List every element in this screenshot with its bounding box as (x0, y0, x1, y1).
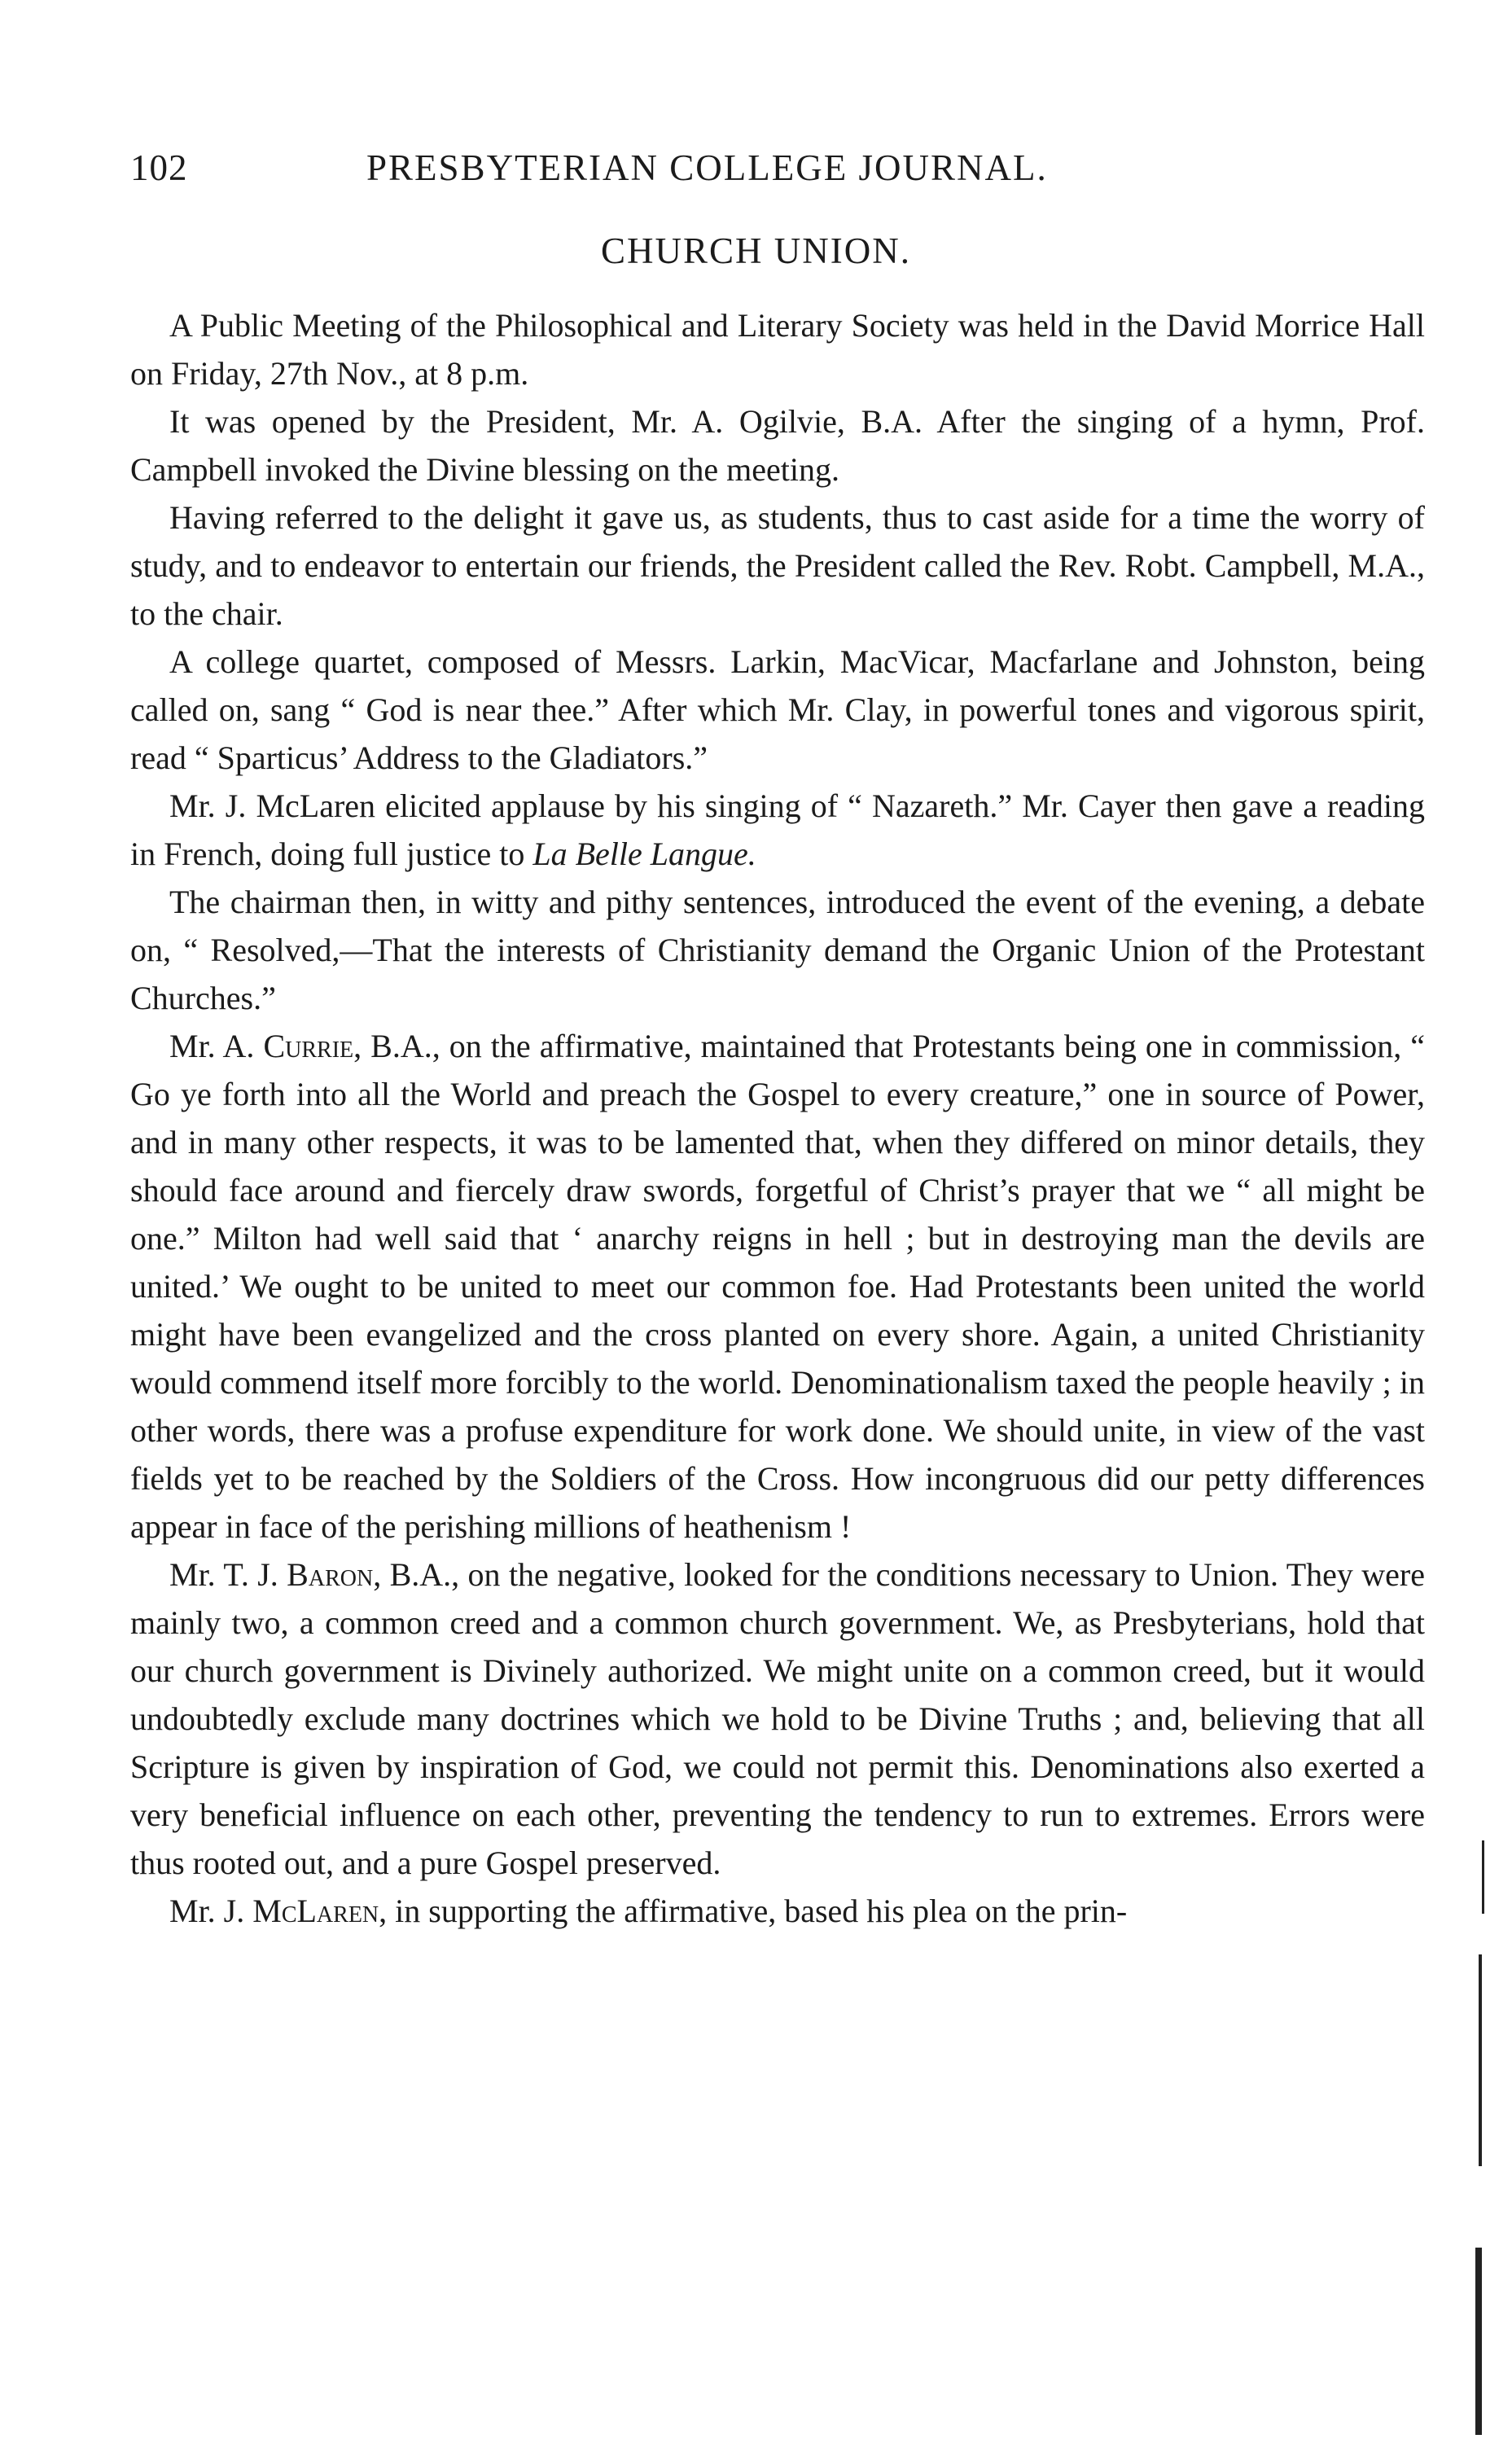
journal-title: PRESBYTERIAN COLLEGE JOURNAL. (366, 147, 1048, 188)
paragraph-currie-affirmative (130, 1022, 1425, 1551)
paragraph-mclaren-singing-text: Mr. J. McLaren elicited applause by his singing of “ Nazareth.” Mr. Cayer then gave a reading in French, doing full justice to (130, 787, 1425, 872)
article-body (130, 301, 1425, 1935)
page-number: 102 (130, 147, 188, 188)
paragraph-chair: Having referred to the delight it gave us, as students, thus to cast aside for a time the worry of study, and to endeavor to entertain our friends, the President called the Rev. Robt. Campbell, M.A., to the chair. (130, 499, 1425, 632)
speaker-name: Baron (287, 1556, 374, 1593)
paragraph-meeting-announcement: A Public Meeting of the Philosophical and Literary Society was held in the David Morrice Hall on Friday, 27th Nov., at 8 p.m. (130, 307, 1425, 392)
speaker-name: Currie (263, 1028, 354, 1064)
italic-phrase: La Belle Langue. (532, 836, 756, 872)
speaker-prefix: Mr. A. (169, 1028, 264, 1064)
paragraph-baron-text: , B.A., on the negative, looked for the conditions necessary to Union. They were mainly two, a common creed and a common church government. We, as Presbyterians, hold that our church government is Divinely authorized. We might unite on a common creed, but it would undoubtedly exclude many doctrines which we hold to be Divine Truths ; and, believing that all Scripture is given by inspiration of God, we could not permit this. Denominations also exerted a very beneficial influence on each other, preventing the tendency to run to extremes. Errors were thus rooted out, and a pure Gospel preserved. (130, 1556, 1425, 1881)
speaker-name: McLaren (252, 1893, 379, 1929)
speaker-prefix: Mr. J. (169, 1893, 253, 1929)
paragraph-opening: It was opened by the President, Mr. A. Ogilvie, B.A. After the singing of a hymn, Prof. Campbell invoked the Divine blessing on the meeting. (130, 403, 1425, 488)
scan-edge-mark (1479, 1954, 1482, 2166)
scan-edge-mark (1482, 1840, 1484, 1914)
speaker-prefix: Mr. T. J. (169, 1556, 287, 1593)
paragraph-mclaren-singing (130, 782, 1425, 878)
paragraph-currie-text: , B.A., on the affirmative, maintained that Protestants being one in commission, “ Go ye forth into all the World and preach the Gospel to every creature,” one in source of Power, and in many other respects, it was to be lamented that, when they differed on minor details, they should face around and fiercely draw swords, forgetful of Christ’s prayer that we “ all might be one.” Milton had well said that ‘ anarchy reigns in hell ; but in destroying man the devils are united.’ We ought to be united to meet our common foe. Had Protestants been united the world might have been evangelized and the cross planted on every shore. Again, a united Christianity would commend itself more forcibly to the world. Denominationalism taxed the people heavily ; in other words, there was a profuse expenditure for work done. We should unite, in view of the vast fields yet to be reached by the Soldiers of the Cross. How incongruous did our petty differences appear in face of the perishing millions of heathenism ! (130, 1028, 1425, 1545)
article-title: CHURCH UNION. (600, 230, 911, 271)
paragraph-quartet: A college quartet, composed of Messrs. Larkin, MacVicar, Macfarlane and Johnston, being called on, sang “ God is near thee.” After which Mr. Clay, in powerful tones and vigorous spirit, read “ Sparticus’ Address to the Gladiators.” (130, 643, 1425, 776)
scan-edge-mark (1475, 2248, 1482, 2435)
paragraph-mclaren-affirmative (130, 1887, 1425, 1935)
paragraph-mclaren-text: , in supporting the affirmative, based his plea on the prin- (379, 1893, 1128, 1929)
paragraph-baron-negative (130, 1551, 1425, 1887)
paragraph-debate-intro: The chairman then, in witty and pithy sentences, introduced the event of the evening, a debate on, “ Resolved,—That the interests of Christianity demand the Organic Union of the Protestant Churches.” (130, 884, 1425, 1016)
